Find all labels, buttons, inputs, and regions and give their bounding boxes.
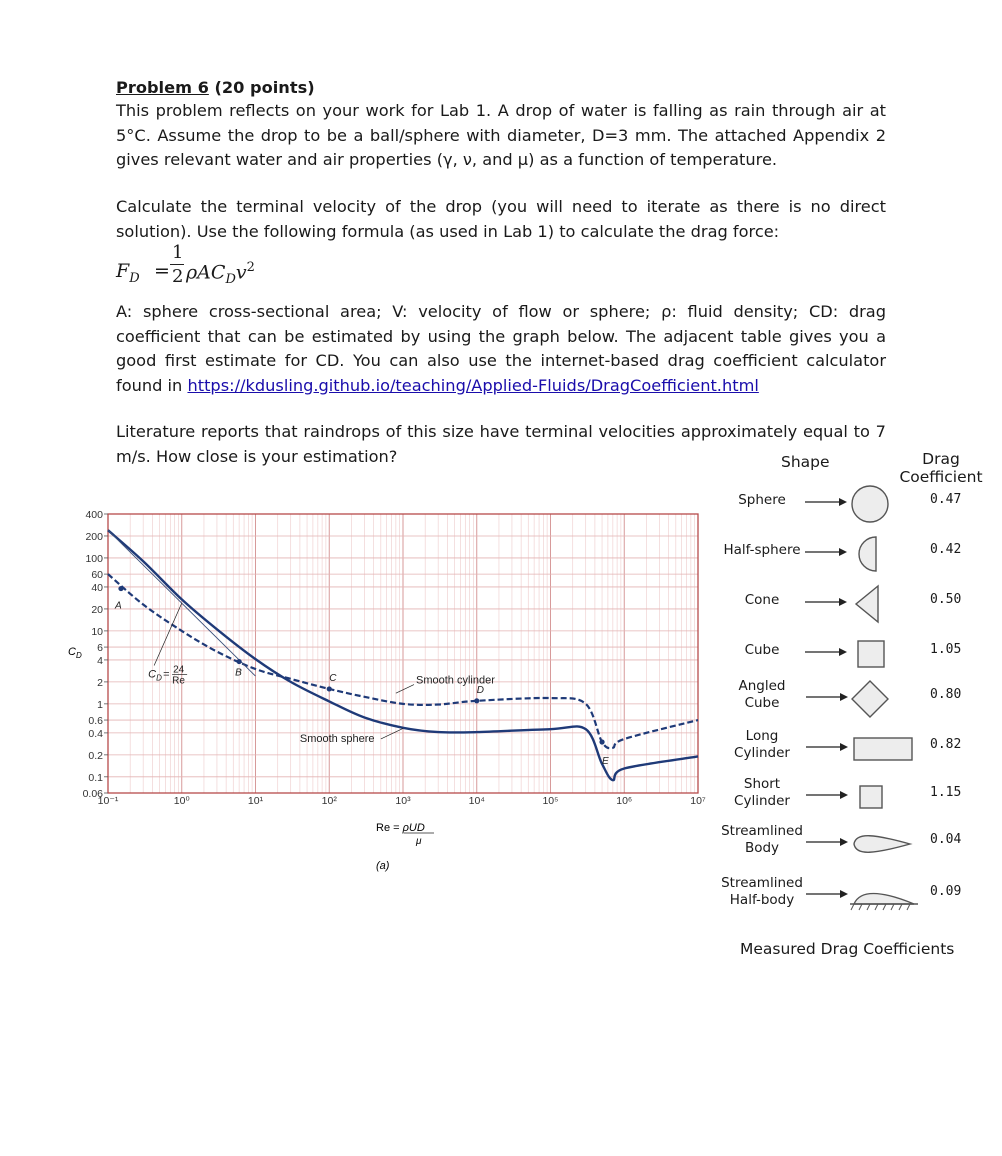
chart-xlabel: Re = ρUD: [376, 822, 425, 834]
table-header-shape: Shape: [781, 453, 830, 471]
y-tick-label: 200: [85, 530, 103, 543]
shape-name: Cone: [744, 592, 780, 608]
label-smooth-sphere: Smooth sphere: [299, 733, 375, 746]
angled-cube-icon: [850, 679, 922, 719]
shape-name: Streamlined Body: [721, 823, 803, 856]
chart-grid: [108, 514, 698, 793]
drag-coefficient-value: 0.09: [930, 884, 962, 899]
y-tick-label: 0.4: [88, 727, 103, 740]
chart-caption: (a): [376, 860, 390, 872]
shape-name: Streamlined Half-body: [721, 875, 803, 908]
drag-coefficient-value: 0.50: [930, 592, 962, 607]
y-tick-label: 60: [91, 569, 103, 582]
streamlined-half-body-icon: [850, 876, 922, 916]
point-a: [118, 586, 123, 591]
arrow-right-icon: [803, 596, 849, 608]
drag-coefficient-value: 0.80: [930, 687, 962, 702]
shape-name: Sphere: [738, 492, 786, 508]
x-tick-label: 10⁰: [173, 795, 190, 807]
arrow-right-icon: [804, 836, 850, 848]
problem-definitions: [116, 300, 886, 398]
arrow-right-icon: [803, 496, 849, 508]
svg-text:24: 24: [173, 664, 185, 676]
y-tick-label: 4: [97, 654, 103, 667]
drag-coefficient-value: 1.15: [930, 785, 962, 800]
y-tick-label: 6: [97, 642, 103, 655]
label-smooth-cylinder: Smooth cylinder: [415, 674, 495, 687]
y-tick-label: 0.1: [88, 771, 103, 784]
arrow-right-icon: [804, 691, 850, 703]
arrow-right-icon: [804, 888, 850, 900]
shape-name: Angled Cube: [738, 678, 786, 711]
svg-text:C: C: [148, 668, 157, 681]
table-caption: Measured Drag Coefficients: [740, 940, 955, 958]
half-sphere-icon: [850, 534, 922, 574]
arrow-right-icon: [803, 646, 849, 658]
point-b: [237, 659, 242, 664]
y-tick-label: 400: [85, 509, 103, 521]
drag-coefficient-value: 0.82: [930, 737, 962, 752]
y-tick-label: 0.6: [88, 715, 103, 728]
x-tick-label: 10⁻¹: [97, 795, 119, 807]
drag-coefficient-value: 0.47: [930, 492, 962, 507]
point-label-b: B: [235, 667, 242, 679]
svg-text:Re: Re: [172, 675, 185, 687]
y-tick-label: 2: [97, 676, 103, 689]
point-label-a: A: [114, 600, 122, 612]
problem-title-points: (20 points): [208, 78, 315, 97]
arrow-right-icon: [804, 789, 850, 801]
svg-text:D: D: [156, 673, 162, 683]
problem-intro: This problem reflects on your work for Lab 1. A drop of water is falling as rain through air at 5°C. Assume the drop to be a ball/sphere with diameter, D=3 mm. The attached Appendix 2 gives relevant water and air properties (γ, ν, and μ) as a function of temperature.: [116, 101, 886, 169]
sphere-icon: [850, 484, 922, 524]
drag-calculator-link[interactable]: https://kdusling.github.io/teaching/Applied-Fluids/DragCoefficient.html: [187, 375, 759, 395]
point-label-d: D: [476, 684, 484, 696]
long-cylinder-icon: [850, 729, 922, 769]
shape-name: Half-sphere: [723, 542, 801, 558]
table-header-coefficient: Drag Coefficient: [899, 450, 983, 486]
y-tick-label: 40: [91, 581, 103, 594]
drag-coefficient-value: 0.04: [930, 832, 962, 847]
x-tick-label: 10⁴: [468, 795, 485, 807]
arrow-right-icon: [803, 546, 849, 558]
chart-xlabel-denominator: μ: [416, 836, 422, 847]
x-tick-label: 10³: [395, 795, 411, 807]
point-e: [599, 739, 604, 744]
arrow-right-icon: [804, 741, 850, 753]
drag-coefficient-value: 0.42: [930, 542, 962, 557]
y-tick-label: 1: [97, 698, 103, 711]
x-tick-label: 10⁷: [690, 795, 706, 807]
streamlined-body-icon: [850, 824, 922, 864]
cube-icon: [850, 634, 922, 674]
problem-title: [116, 78, 315, 97]
x-tick-label: 10¹: [247, 795, 264, 807]
drag-coefficient-value: 1.05: [930, 642, 962, 657]
shape-name: Long Cylinder: [734, 728, 790, 761]
y-tick-label: 0.2: [88, 749, 103, 762]
definitions-text: A: sphere cross-sectional area; V: velocity of flow or sphere; ρ: fluid density; CD: drag coefficient that can be estimated by using the graph below. The adjacent table gives you a good first estimate for CD. You can also use the internet-based drag coefficient calculator found in: [116, 302, 886, 395]
x-tick-label: 10⁵: [542, 795, 559, 807]
y-tick-label: 20: [91, 603, 103, 616]
problem-question: Literature reports that raindrops of this size have terminal velocities approximately equal to 7 m/s. How close is your estimation?: [116, 422, 886, 466]
point-label-e: E: [602, 756, 609, 768]
y-tick-label: 0.06: [82, 788, 103, 800]
point-label-c: C: [329, 672, 337, 684]
problem-task: Calculate the terminal velocity of the drop (you will need to iterate as there is no direct solution). Use the following formula (as used in Lab 1) to calculate the drag force:: [116, 197, 886, 241]
shape-name: Short Cylinder: [734, 776, 790, 809]
x-tick-label: 10⁶: [616, 795, 633, 807]
y-tick-label: 100: [85, 552, 103, 565]
short-cylinder-icon: [850, 777, 922, 817]
shape-name: Cube: [744, 642, 780, 658]
svg-text:=: =: [163, 668, 170, 681]
cone-icon: [850, 584, 922, 624]
point-d: [474, 698, 479, 703]
x-tick-label: 10²: [321, 795, 337, 807]
y-tick-label: 10: [91, 625, 103, 638]
problem-title-number: Problem 6: [116, 78, 209, 97]
drag-coefficient-chart: [60, 495, 720, 895]
point-c: [327, 686, 332, 691]
chart-ylabel: $C_D$: [68, 646, 82, 660]
